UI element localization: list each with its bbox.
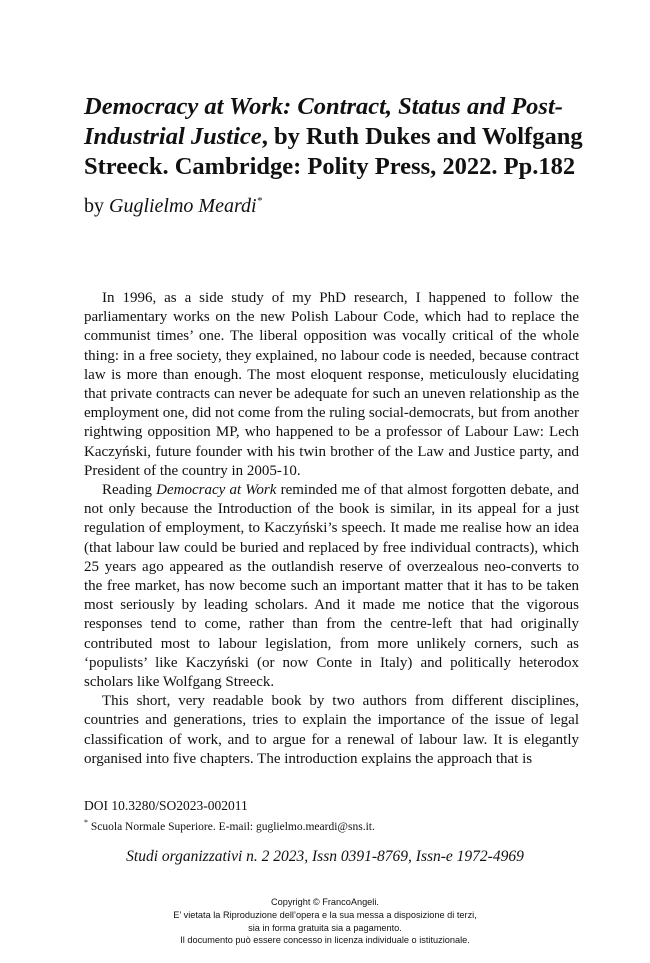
copyright-line: sia in forma gratuita sia a pagamento. bbox=[248, 922, 402, 933]
copyright-line: Il documento può essere concesso in licenza individuale o istituzionale. bbox=[180, 935, 470, 946]
byline bbox=[84, 195, 262, 218]
book-title: Democracy at Work: Contract, Status and Post-Industrial Justice bbox=[84, 93, 563, 150]
paragraph-2 bbox=[84, 481, 579, 692]
author-name: Guglielmo Meardi bbox=[109, 195, 257, 217]
paragraph-1: In 1996, as a side study of my PhD research, I happened to follow the parliamentary works on the new Polish Labour Code, which had to replace the communist times’ one. The liberal opposition was vocally critical of the whole thing: in a free society, they explained, no labour code is needed, because contract law is more than enough. The most eloquent response, meticulously elucidating that private contracts can never be adequate for such an uneven relationship as the employment one, did not come from the ruling social-democrats, but from another rightwing opposition MP, who happened to be a professor of Labour Law: Lech Kaczyński, future founder with his twin brother of the Law and Justice party, and President of the country in 2005-10. bbox=[84, 290, 579, 479]
article-title bbox=[84, 92, 604, 182]
doi: DOI 10.3280/SO2023-002011 bbox=[84, 798, 248, 813]
copyright-notice bbox=[0, 896, 650, 947]
author-affiliation-footnote bbox=[84, 818, 375, 833]
footnote-marker: * bbox=[256, 195, 263, 207]
footnote-text: Scuola Normale Superiore. E-mail: guglielmo.meardi@sns.it. bbox=[88, 820, 375, 833]
book-details: , by Ruth Dukes and Wolfgang Streeck. Cambridge: Polity Press, 2022. Pp.182 bbox=[84, 123, 583, 180]
book-title-reference: Democracy at Work bbox=[156, 482, 277, 499]
paragraph-2-lead: Reading bbox=[102, 482, 157, 499]
footnote-marker: * bbox=[84, 818, 88, 827]
copyright-line: E’ vietata la Riproduzione dell’opera e la sua messa a disposizione di terzi, bbox=[173, 909, 477, 920]
byline-prefix: by bbox=[84, 195, 104, 217]
review-body bbox=[84, 289, 579, 769]
paragraph-3: This short, very readable book by two authors from different disciplines, countries and generations, tries to explain the importance of the issue of legal classification of work, and to argue for a renewal of labour law. It is elegantly organised into five chapters. The introduction explains the approach that is bbox=[84, 693, 579, 767]
paragraph-2-text: reminded me of that almost forgotten debate, and not only because the Introduction of the book is similar, in its appeal for a just regulation of employment, to Kaczyński’s speech. It made me realise how an idea (that labour law could be buried and replaced by free individual contracts), which 25 years ago appeared as the outlandish reserve of overzealous neo-converts to the free market, has now become such an important matter that it has to be taken most seriously by leading scholars. And it made me notice that the vigorous responses tend to come, rather than from the centre-left that had originally contributed most to labour legislation, from more unlikely corners, such as ‘populists’ like Kaczyński (or now Conte in Italy) and politically heterodox scholars like Wolfgang Streeck. bbox=[84, 482, 580, 691]
journal-citation: Studi organizzativi n. 2 2023, Issn 0391-8769, Issn-e 1972-4969 bbox=[126, 848, 524, 865]
copyright-line: Copyright © FrancoAngeli. bbox=[271, 897, 379, 907]
